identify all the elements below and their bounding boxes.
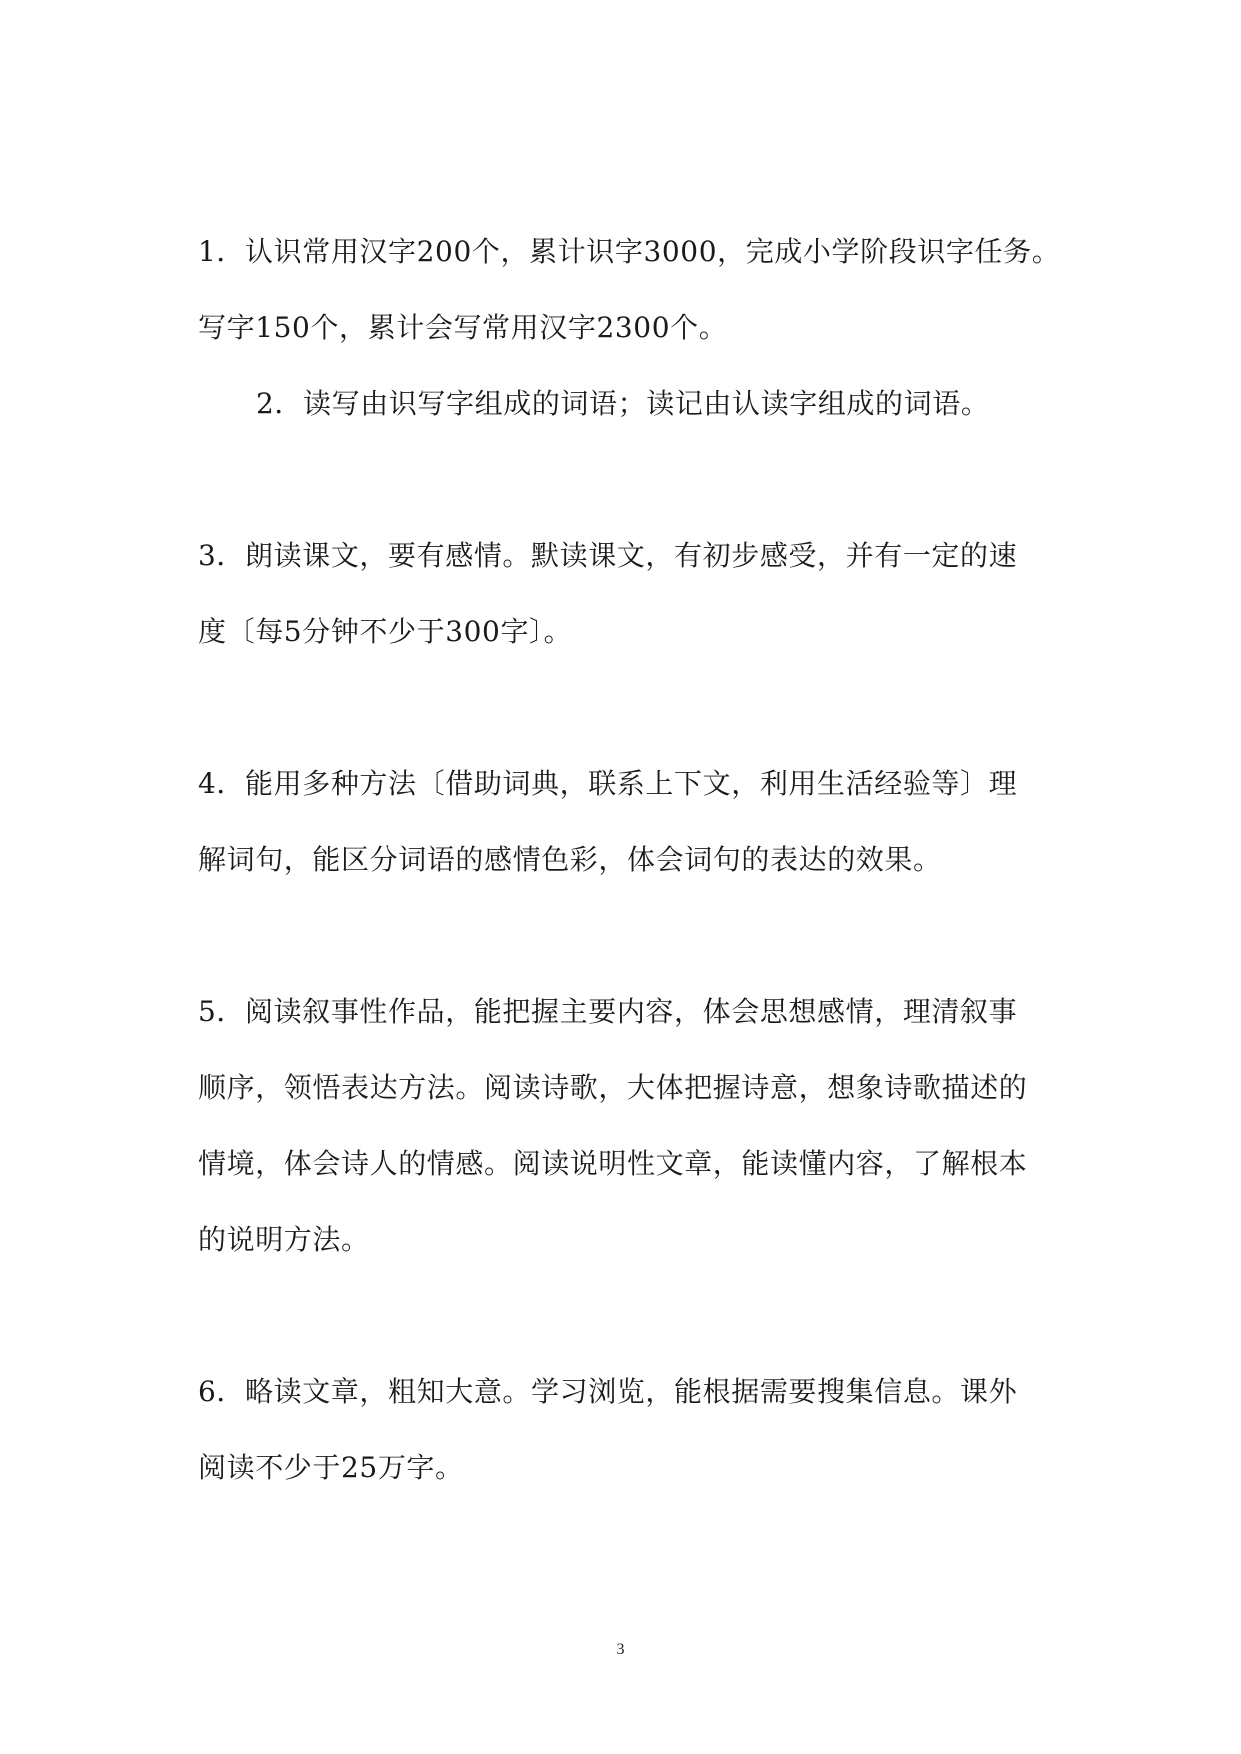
- item-5-line-3: 情境，体会诗人的情感。阅读说明性文章，能读懂内容，了解根本: [198, 1147, 1028, 1180]
- item-3-line-2: 度〔每5分钟不少于300字〕。: [198, 615, 573, 648]
- item-6-line-1: 6．略读文章，粗知大意。学习浏览，能根据需要搜集信息。课外: [198, 1375, 1018, 1408]
- item-1-line-2: 写字150个，累计会写常用汉字2300个。: [198, 311, 728, 344]
- item-3-line-1: 3．朗读课文，要有感情。默读课文，有初步感受，并有一定的速: [198, 539, 1018, 572]
- item-4-line-1: 4．能用多种方法〔借助词典，联系上下文，利用生活经验等〕理: [198, 767, 1018, 800]
- item-5-line-4: 的说明方法。: [198, 1223, 370, 1256]
- item-2-line-1: 2．读写由识写字组成的词语；读记由认读字组成的词语。: [256, 387, 990, 420]
- item-4-line-2: 解词句，能区分词语的感情色彩，体会词句的表达的效果。: [198, 843, 942, 876]
- item-5-line-2: 顺序，领悟表达方法。阅读诗歌，大体把握诗意，想象诗歌描述的: [198, 1071, 1028, 1104]
- item-6-line-2: 阅读不少于25万字。: [198, 1451, 464, 1484]
- item-5-line-1: 5．阅读叙事性作品，能把握主要内容，体会思想感情，理清叙事: [198, 995, 1018, 1028]
- page-number: 3: [616, 1641, 625, 1658]
- item-1-line-1: 1．认识常用汉字200个，累计识字3000，完成小学阶段识字任务。: [198, 235, 1061, 268]
